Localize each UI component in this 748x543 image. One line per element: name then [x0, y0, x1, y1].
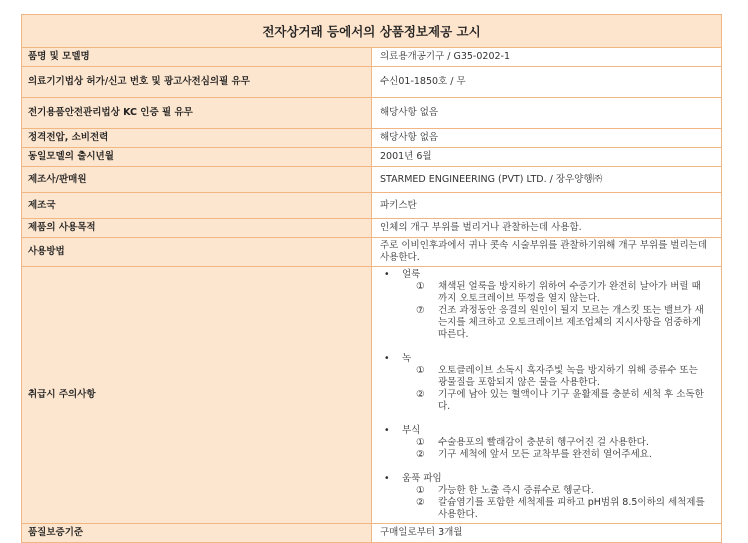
- section-heading: 녹: [402, 353, 412, 364]
- row-label: 취급시 주의사항: [22, 267, 372, 524]
- caution-section-heading: [384, 353, 713, 365]
- row-label: 품명 및 모델명: [22, 48, 372, 67]
- item-text: 가능한 한 노출 즉시 증류수로 헹군다.: [438, 485, 594, 496]
- table-row: [22, 193, 722, 219]
- item-number: ②: [416, 497, 425, 508]
- item-text: 오토클레이브 소독시 흑자주빛 녹을 방지하기 위해 증류수 또는 광물질을 포함되지 않은 물을 사용한다.: [438, 365, 698, 388]
- table-row: [22, 48, 722, 67]
- item-number: ⑦: [416, 305, 425, 316]
- bullet-icon: •: [384, 473, 390, 484]
- row-label: 사용방법: [22, 238, 372, 267]
- table-row: [22, 148, 722, 167]
- item-number: ②: [416, 389, 425, 400]
- list-item: [416, 281, 713, 305]
- row-value: 2001년 6월: [372, 148, 722, 167]
- item-text: 수술용포의 빨래감이 충분히 헹구어진 걸 사용한다.: [438, 437, 649, 448]
- product-info-notice: [21, 14, 722, 543]
- item-number: ①: [416, 437, 425, 448]
- section-heading: 움푹 파임: [402, 473, 442, 484]
- row-label: 품질보증기준: [22, 524, 372, 543]
- table-row: [22, 219, 722, 238]
- row-label: 제조국: [22, 193, 372, 219]
- row-label: 정격전압, 소비전력: [22, 129, 372, 148]
- row-label: 전기용품안전관리법상 KC 인증 필 유무: [22, 98, 372, 129]
- list-item: [416, 485, 713, 497]
- item-text: 기구에 남아 있는 혈액이나 기구 윤활제를 충분히 세척 후 소독한다.: [438, 389, 704, 412]
- table-row: [22, 167, 722, 193]
- item-text: 기구 세척에 앞서 모든 교착부를 완전히 열어주세요.: [438, 449, 652, 460]
- row-value: 해당사항 없음: [372, 98, 722, 129]
- product-info-table: [21, 14, 722, 543]
- row-label: 의료기기법상 허가/신고 번호 및 광고사전심의필 유무: [22, 67, 372, 98]
- row-label: 동일모델의 출시년월: [22, 148, 372, 167]
- row-label: 제조사/판매원: [22, 167, 372, 193]
- item-number: ①: [416, 281, 425, 292]
- table-row: [22, 524, 722, 543]
- row-value: 인체의 개구 부위를 벌리거나 관찰하는데 사용함.: [372, 219, 722, 238]
- bullet-icon: •: [384, 353, 390, 364]
- table-title: 전자상거래 등에서의 상품정보제공 고시: [22, 15, 722, 48]
- table-row: [22, 67, 722, 98]
- row-value: 주로 이비인후과에서 귀나 콧속 시술부위를 관찰하기위해 개구 부위를 벌리는데 사용한다.: [372, 238, 722, 267]
- row-value: 구매일로부터 3개월: [372, 524, 722, 543]
- item-text: 칼슘염기를 포함한 세척제를 피하고 pH범위 8.5이하의 세척제를 사용한다.: [438, 497, 705, 520]
- row-value: STARMED ENGINEERING (PVT) LTD. / 장우양행㈜: [372, 167, 722, 193]
- item-text: 채색된 얼룩을 방지하기 위하여 수증기가 완전히 날아가 버릴 때까지 오토크레이브 뚜껑을 열지 않는다.: [438, 281, 701, 304]
- row-value: 의료용개공기구 / G35-0202-1: [372, 48, 722, 67]
- item-text: 건조 과정동안 응결의 원인이 될지 모르는 개스킷 또는 밸브가 새는지를 체크하고 오토크레이브 제조업체의 지시사항을 엄중하게 따른다.: [438, 305, 704, 340]
- bullet-icon: •: [384, 425, 390, 436]
- list-item: [416, 497, 713, 521]
- item-number: ①: [416, 485, 425, 496]
- caution-section-heading: [384, 425, 713, 437]
- list-item: [416, 389, 713, 413]
- caution-content: [372, 267, 722, 524]
- table-row: [22, 98, 722, 129]
- caution-section-heading: [384, 269, 713, 281]
- table-row: [22, 238, 722, 267]
- list-item: [416, 305, 713, 341]
- caution-section-heading: [384, 473, 713, 485]
- section-heading: 얼룩: [402, 269, 421, 280]
- row-label: 제품의 사용목적: [22, 219, 372, 238]
- item-number: ②: [416, 449, 425, 460]
- row-value: 수신01-1850호 / 무: [372, 67, 722, 98]
- section-heading: 부식: [402, 425, 421, 436]
- list-item: [416, 449, 713, 461]
- table-row: [22, 267, 722, 524]
- list-item: [416, 365, 713, 389]
- bullet-icon: •: [384, 269, 390, 280]
- row-value: 해당사항 없음: [372, 129, 722, 148]
- table-row: [22, 129, 722, 148]
- list-item: [416, 437, 713, 449]
- row-value: 파키스탄: [372, 193, 722, 219]
- item-number: ①: [416, 365, 425, 376]
